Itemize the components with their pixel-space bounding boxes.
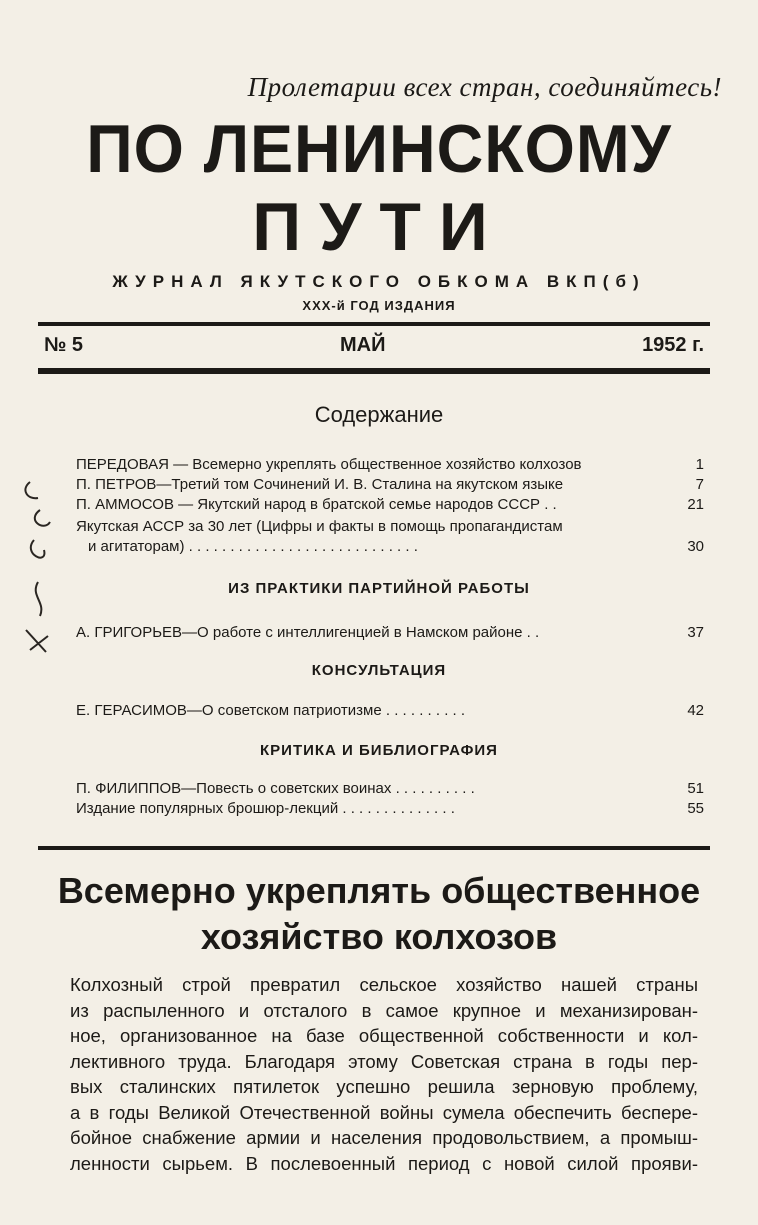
toc-entry (76, 456, 704, 473)
toc-entry-page: 42 (687, 702, 704, 719)
toc-entry-text: А. ГРИГОРЬЕВ—О работе с интеллигенцией в Намском районе . . (76, 624, 540, 641)
toc-entry-page: 51 (687, 780, 704, 797)
top-rule (38, 322, 710, 326)
issue-rule (38, 368, 710, 374)
handwritten-margin-marks (0, 470, 60, 670)
toc-entry-page: 21 (687, 496, 704, 513)
toc-entry-text: и агитаторам) . . . . . . . . . . . . . . . . . . . . . . . . . . . . (88, 538, 418, 555)
issue-month: МАЙ (340, 334, 386, 356)
journal-title-line1: ПО ЛЕНИНСКОМУ (86, 111, 672, 187)
article-body-line: Колхозный строй превратил сельское хозяйство нашей страны (70, 974, 698, 995)
toc-entry-text: Е. ГЕРАСИМОВ—О советском патриотизме . . . . . . . . . . (76, 702, 466, 719)
toc-entry-text: Издание популярных брошюр-лекций . . . . . . . . . . . . . . (76, 800, 455, 817)
issue-number: № 5 (44, 334, 83, 356)
toc-entry (88, 538, 704, 555)
toc-entry (76, 476, 704, 493)
year-of-publication: XXX-й ГОД ИЗДАНИЯ (302, 298, 456, 313)
journal-title-line2: ПУТИ (252, 189, 506, 265)
toc-entry-page: 1 (695, 456, 704, 473)
toc-entry-text: ПЕРЕДОВАЯ — Всемерно укреплять общественное хозяйство колхозов (76, 456, 582, 473)
toc-entry-text: Якутская АССР за 30 лет (Цифры и факты в помощь пропагандистам (76, 518, 563, 535)
toc-entry (76, 780, 704, 797)
toc-entry-page: 7 (695, 476, 704, 493)
toc-section-heading: ИЗ ПРАКТИКИ ПАРТИЙНОЙ РАБОТЫ (228, 580, 530, 597)
article-body-line: а в годы Великой Отечественной войны сумела обеспечить беспере- (70, 1101, 698, 1123)
article-body-line: ное, организованное на базе общественной собственности и кол- (70, 1025, 698, 1046)
article-title-line1: Всемерно укреплять общественное (57, 870, 701, 911)
article-body-line: из распыленного и отсталого в самое крупное и механизирован- (70, 999, 698, 1021)
issue-year: 1952 г. (642, 334, 704, 356)
toc-entry-page: 37 (687, 624, 704, 641)
toc-heading: Содержание (314, 402, 444, 427)
motto: Пролетарии всех стран, соединяйтесь! (247, 72, 722, 102)
toc-entry-page: 30 (687, 538, 704, 555)
article-title-line2: хозяйство колхозов (200, 916, 558, 957)
toc-entry-text: П. ПЕТРОВ—Третий том Сочинений И. В. Сталина на якутском языке (76, 476, 564, 493)
article-body (70, 972, 698, 1176)
toc-entry-text: П. АММОСОВ — Якутский народ в братской семье народов СССР . . (76, 496, 557, 513)
article-body-line: ленности сырьем. В послевоенный период с новой силой прояви- (70, 1152, 698, 1174)
toc-entry-page: 55 (687, 800, 704, 817)
article-body-line: лективного труда. Благодаря этому Советская страна в годы пер- (70, 1050, 698, 1072)
toc-section-heading: КОНСУЛЬТАЦИЯ (311, 662, 447, 679)
toc-entry (76, 702, 704, 719)
toc-entry-text: П. ФИЛИППОВ—Повесть о советских воинах . . . . . . . . . . (76, 780, 475, 797)
article-body-line: бойное снабжение армии и населения продовольствием, а промыш- (70, 1127, 698, 1148)
toc-entry (76, 518, 704, 535)
journal-subtitle: ЖУРНАЛ ЯКУТСКОГО ОБКОМА ВКП(б) (112, 272, 646, 291)
article-body-line: вых сталинских пятилеток успешно решила зерновую проблему, (70, 1076, 698, 1097)
toc-entry (76, 496, 704, 513)
toc-entry (76, 624, 704, 641)
toc-entry (76, 800, 704, 817)
toc-section-heading: КРИТИКА И БИБЛИОГРАФИЯ (260, 742, 498, 759)
toc-bottom-rule (38, 846, 710, 850)
